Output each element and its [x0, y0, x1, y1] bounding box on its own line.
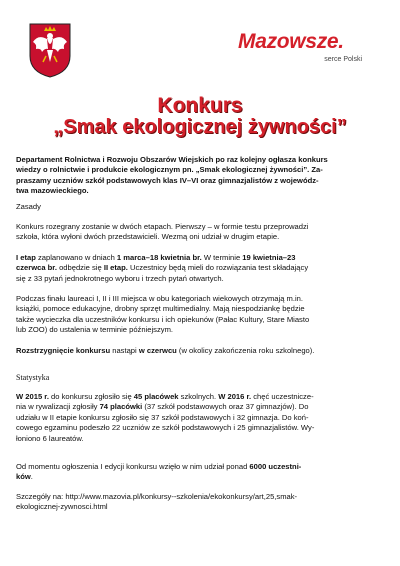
paragraph-line: udziału w II etapie konkursu zgłosiło się 37 szkół podstawowych i 32 gimnazja. Do koń-: [16, 412, 309, 422]
results-label: Rozstrzygnięcie konkursu: [16, 346, 111, 355]
section-heading-zasady: [16, 202, 386, 212]
statistics-paragraph: [16, 392, 386, 444]
text-run: (37 szkół podstawowych oraz 37 gimnazjów). Do: [142, 402, 309, 412]
text-run: szkolnych.: [178, 392, 219, 401]
intro-line: Departament Rolnictwa i Rozwoju Obszarów Wiejskich po raz kolejny ogłasza konkurs: [16, 155, 328, 164]
intro-paragraph: [16, 155, 386, 197]
prizes-paragraph: [16, 294, 386, 336]
details-link-line[interactable]: Szczegóły na: http://www.mazovia.pl/konkursy--szkolenia/ekokonkursy/art,25,smak-: [16, 492, 298, 501]
second-stage-dates-end: czerwca br.: [16, 263, 57, 273]
paragraph-line: szkoła, która wyłoni dwóch przedstawicieli. Wezmą oni udział w drugim etapie.: [16, 232, 280, 242]
section-heading-statystyka: [16, 373, 386, 383]
paragraph-line: książki, pomoce edukacyjne, drobny sprzęt multimedialny. Mają niespodziankę będzie: [16, 304, 305, 314]
coat-of-arms-icon: [28, 22, 72, 78]
second-stage-label: II etap.: [103, 263, 128, 273]
text-run: zaplanowano w dniach: [35, 253, 117, 262]
text-run: do konkursu zgłosiło się: [48, 392, 134, 401]
text-run: nastąpi: [110, 346, 139, 355]
paragraph-line: [16, 402, 386, 412]
year-2015: W 2015 r.: [16, 392, 49, 401]
text-run: Uczestnicy będą mieli do rozwiązania test składający: [127, 263, 309, 273]
schedule-paragraph: [16, 253, 386, 284]
intro-line: wiedzy o rolnictwie i produkcie ekologicznym pn. „Smak ekologicznej żywności”. Za-: [16, 165, 323, 175]
results-date: w czerwcu: [138, 346, 177, 355]
paragraph-line: się z 33 pytań jednokrotnego wyboru i trzech pytań otwartych.: [16, 273, 224, 283]
paragraph-line: Podczas finału laureaci I, II i III miejsca w obu kategoriach wiekowych otrzymają m.in.: [16, 294, 303, 303]
year-2016: W 2016 r.: [218, 392, 252, 401]
details-link-paragraph[interactable]: [16, 492, 386, 513]
details-link-line[interactable]: ekologicznej-zywnosci.html: [16, 502, 108, 512]
text-run: .: [30, 472, 33, 482]
paragraph-line: lub ZOO) do ustalenia w terminie późniejszym.: [16, 325, 173, 335]
second-stage-dates-start: 19 kwietnia–23: [242, 253, 296, 262]
zasady-heading-text: Zasady: [16, 202, 41, 211]
paragraph-line: [16, 392, 386, 402]
participants-paragraph: [16, 462, 386, 483]
first-stage-dates: 1 marca–18 kwietnia br.: [116, 253, 202, 262]
paragraph-line: [16, 346, 386, 356]
text-run: Od momentu ogłoszenia I edycji konkursu wzięło w nim udział ponad: [16, 462, 250, 471]
text-run: chęć uczestnicze-: [251, 392, 314, 401]
paragraph-line: [16, 263, 386, 273]
text-run: (w okolicy zakończenia roku szkolnego).: [176, 346, 315, 355]
logo-wordmark: Mazowsze.: [238, 30, 344, 53]
intro-line: praszamy uczniów szkół podstawowych klas IV–VI oraz gimnazjalistów z wojewódz-: [16, 175, 319, 185]
logo-tagline: serce Polski: [324, 56, 362, 63]
intro-line: twa mazowieckiego.: [16, 186, 89, 196]
page-title: Konkurs: [157, 94, 243, 117]
paragraph-line: [16, 253, 386, 263]
text-run: odbędzie się: [56, 263, 104, 273]
paragraph-line: także wycieczka dla uczestników konkursu i ich opiekunów (Pałac Kultury, Stare Miasto: [16, 314, 310, 324]
paragraph-line: [16, 472, 386, 482]
mazowsze-logo[interactable]: [238, 30, 368, 66]
stages-paragraph: [16, 222, 386, 243]
paragraph-line: łoniono 6 laureatów.: [16, 433, 84, 443]
text-run: nia w rywalizacji zgłosiły: [16, 402, 100, 412]
participants-count-end: ków: [16, 472, 31, 482]
paragraph-line: cowego egzaminu podeszło 22 uczniów ze szkół podstawowych i 25 gimnazjalistów. Wy-: [16, 423, 315, 433]
page-subtitle: „Smak ekologicznej żywności”: [53, 116, 347, 138]
paragraph-line: [16, 462, 386, 472]
text-run: W terminie: [201, 253, 243, 262]
participants-count: 6000 uczestni-: [249, 462, 302, 471]
results-paragraph: [16, 346, 386, 356]
count-2016: 74 placówki: [99, 402, 143, 412]
count-2015: 45 placówek: [133, 392, 179, 401]
paragraph-line: Konkurs rozegrany zostanie w dwóch etapach. Pierwszy – w formie testu przeprowadzi: [16, 222, 309, 231]
statystyka-heading-text: Statystyka: [16, 373, 50, 382]
first-stage-label: I etap: [16, 253, 36, 262]
